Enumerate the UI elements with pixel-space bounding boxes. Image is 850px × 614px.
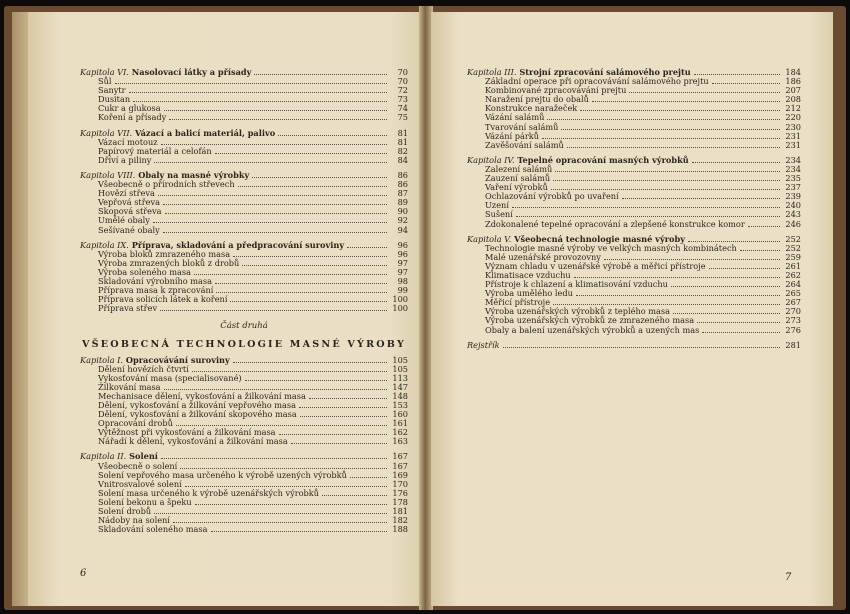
page-ref: 264 — [785, 279, 801, 290]
page-ref: 182 — [392, 515, 408, 526]
toc-entry-title: Vázání salámů — [485, 112, 545, 123]
dot-leader — [233, 256, 387, 257]
chapter-prefix: Kapitola V. — [467, 233, 512, 244]
dot-leader — [567, 147, 780, 148]
index-title — [467, 341, 500, 350]
toc-entry-title: Naražení prejtu do obalů — [485, 94, 589, 105]
chapter-prefix: Kapitola VIII. — [80, 169, 136, 180]
toc-entry-title: Solení vepřového masa určeného k výrobě uzených výrobků — [98, 469, 347, 480]
toc-entry — [80, 113, 408, 122]
dot-leader — [553, 180, 780, 181]
toc-entry-title: Sušení — [485, 209, 513, 220]
toc-entry-title: Obaly a balení uzenářských výrobků a uzených mas — [485, 324, 700, 335]
page-ref: 162 — [392, 427, 408, 438]
toc-entry-title: Přístroje k chlazení a klimatisování vzduchu — [485, 279, 668, 290]
chapter-prefix: Kapitola IV. — [467, 154, 515, 165]
toc-entry-title: Solení masa určeného k výrobě uzenářských výrobků — [98, 487, 320, 498]
page-ref: 270 — [785, 306, 801, 317]
page-ref: 81 — [397, 127, 408, 138]
dot-leader — [702, 332, 780, 333]
dot-leader — [347, 247, 387, 248]
dot-leader — [158, 195, 387, 196]
page-ref: 100 — [392, 294, 408, 305]
dot-leader — [740, 250, 780, 251]
toc-entry — [467, 220, 801, 229]
chapter-prefix: Kapitola VII. — [80, 127, 133, 138]
toc-entry-title: Umělé obaly — [98, 215, 150, 226]
toc-entry — [80, 77, 408, 86]
toc-entry — [467, 141, 801, 150]
dot-leader — [254, 74, 387, 75]
dot-leader — [574, 277, 780, 278]
page-ref: 186 — [785, 76, 801, 87]
dot-leader — [291, 443, 387, 444]
page-ref: 240 — [785, 200, 801, 211]
toc-entry-title: Vykosťování masa (specialisované) — [98, 372, 242, 383]
dot-leader — [299, 407, 387, 408]
toc-entry-title: Dělení, vykosťování a žilkování skopového masa — [98, 409, 297, 420]
toc-entry-title: Dříví a piliny — [98, 154, 152, 165]
toc-entry-title: Výroba soleného masa — [98, 266, 192, 277]
toc-entry-title: Mechanisace dělení, vykosťování a žilkování masa — [98, 390, 306, 401]
toc-entry-title: Koření a přísady — [98, 112, 167, 123]
toc-entry-title: Solení bekonu a špeku — [98, 496, 192, 507]
page-ref: 90 — [397, 206, 408, 217]
page-number-left: 6 — [80, 568, 87, 579]
dot-leader — [154, 513, 387, 514]
toc-entry-title: Měřicí přístroje — [485, 297, 551, 308]
dot-leader — [164, 389, 387, 390]
toc-entry-title: Výroba zmrazených bloků z drobů — [98, 257, 240, 268]
page-ref: 73 — [397, 94, 408, 105]
dot-leader — [604, 259, 780, 260]
toc-entry-title: Nádoby na solení — [98, 515, 170, 526]
page-ref: 97 — [397, 257, 408, 268]
toc-entry-title: Malé uzenářské provozovny — [485, 251, 601, 262]
page-ref: 81 — [397, 136, 408, 147]
page-ref: 147 — [392, 381, 408, 392]
dot-leader — [697, 322, 780, 323]
page-ref: 252 — [785, 233, 801, 244]
page-ref: 267 — [785, 297, 801, 308]
toc-entry-title: Technologie masné výroby ve velkých masných kombinátech — [485, 242, 737, 253]
dot-leader — [160, 310, 387, 311]
dot-leader — [322, 495, 387, 496]
toc-entry-title: Výroba uzenářských výrobků ze zmrazeného masa — [485, 315, 695, 326]
page-ref: 96 — [397, 239, 408, 250]
dot-leader — [580, 110, 780, 111]
page-ref: 261 — [785, 260, 801, 271]
page-ref: 208 — [785, 94, 801, 105]
dot-leader — [503, 347, 780, 348]
dot-leader — [153, 222, 387, 223]
toc-entry-title: Výtěžnost při vykosťování a žilkování masa — [98, 427, 276, 438]
chapter-title: Všeobecná technologie masné výroby — [514, 233, 685, 244]
page-ref: 160 — [392, 409, 408, 420]
page-number-right: 7 — [785, 572, 792, 583]
page-ref: 234 — [785, 154, 801, 165]
dot-leader — [673, 313, 780, 314]
page-ref: 234 — [785, 163, 801, 174]
dot-leader — [576, 295, 780, 296]
toc-entry-title: Výroba bloků zmrazeného masa — [98, 248, 231, 259]
toc-entry-title: Dělení, vykosťování a žilkování vepřového masa — [98, 400, 297, 410]
page-ref: 94 — [397, 224, 408, 235]
page-ref: 153 — [392, 400, 408, 410]
chapter-prefix: Kapitola III. — [467, 67, 517, 77]
page-ref: 167 — [392, 451, 408, 462]
dot-leader — [278, 135, 387, 136]
toc-entry-title: Příprava střev — [98, 303, 158, 314]
page-ref: 98 — [397, 275, 408, 286]
dot-leader — [300, 416, 387, 417]
page-ref: 265 — [785, 288, 801, 299]
page-ref: 167 — [392, 460, 408, 471]
toc-entry-title: Skopová střeva — [98, 206, 162, 217]
dot-leader — [516, 216, 780, 217]
toc-entry — [80, 156, 408, 165]
page-ref: 75 — [397, 112, 408, 123]
page-ref: 99 — [397, 285, 408, 296]
page-ref: 188 — [392, 524, 408, 535]
page-ref: 252 — [785, 242, 801, 253]
dot-leader — [245, 380, 387, 381]
toc-entry-title: Příprava solicích látek a koření — [98, 294, 228, 305]
toc-entry — [467, 326, 801, 335]
toc-entry-title: Vnitrosvalové solení — [98, 478, 182, 489]
chapter-title: Příprava, skladování a předpracování suroviny — [131, 239, 345, 250]
page-ref: 230 — [785, 121, 801, 132]
toc-entry-title: Sešívané obaly — [98, 224, 160, 235]
dot-leader — [671, 286, 780, 287]
toc-right — [467, 68, 801, 350]
toc-entry — [80, 226, 408, 235]
page-ref: 243 — [785, 209, 801, 220]
toc-entry-title: Vázání párků — [485, 130, 540, 141]
dot-leader — [555, 171, 780, 172]
chapter-title: Obaly na masné výrobky — [138, 169, 250, 180]
page-ref: 105 — [392, 354, 408, 365]
dot-leader — [592, 101, 780, 102]
toc-entry-title: Papírový materiál a celofán — [98, 145, 212, 156]
page-ref: 207 — [785, 85, 801, 96]
dot-leader — [163, 204, 387, 205]
toc-entry — [467, 201, 801, 210]
page-ref: 96 — [397, 248, 408, 259]
page-ref: 82 — [397, 145, 408, 156]
page-ref: 74 — [397, 103, 408, 114]
toc-entry-title: Kombinované zpracovávání prejtu — [485, 85, 627, 96]
chapter-title: Strojní zpracování salámového prejtu — [519, 67, 691, 77]
page-ref: 113 — [392, 372, 408, 383]
toc-entry-title: Uzení — [485, 200, 509, 211]
toc-entry — [80, 304, 408, 313]
dot-leader — [238, 186, 387, 187]
toc-entry-title: Zavěšování salámů — [485, 139, 564, 150]
chapter-title: Solení — [129, 451, 158, 462]
toc-entry-title: Zalezení salámů — [485, 163, 553, 174]
toc-entry-title: Zdokonalené tepelné opracování a zlepšené konstrukce komor — [485, 218, 745, 229]
dot-leader — [215, 153, 387, 154]
page-ref: 70 — [397, 67, 408, 77]
dot-leader — [279, 434, 387, 435]
chapter-prefix: Kapitola I. — [80, 354, 124, 365]
dot-leader — [192, 371, 387, 372]
page-ref: 169 — [392, 469, 408, 480]
page-ref: 184 — [785, 67, 801, 77]
chapter-prefix: Kapitola VI. — [80, 67, 129, 77]
toc-entry-title: Skladování výrobního masa — [98, 275, 213, 286]
dot-leader — [712, 83, 780, 84]
toc-entry-title: Konstrukce naražeček — [485, 103, 578, 114]
toc-entry-title: Nářadí k dělení, vykosťování a žilkování masa — [98, 436, 288, 447]
dot-leader — [694, 74, 780, 75]
dot-leader — [173, 522, 387, 523]
dot-leader — [551, 189, 780, 190]
page-ref: 181 — [392, 506, 408, 517]
dot-leader — [164, 110, 387, 111]
dot-leader — [180, 468, 387, 469]
dot-leader — [211, 531, 388, 532]
dot-leader — [216, 292, 387, 293]
toc-entry-title: Vepřová střeva — [98, 197, 160, 208]
page-ref: 163 — [392, 436, 408, 447]
dot-leader — [163, 232, 387, 233]
dot-leader — [161, 144, 387, 145]
toc-entry-title: Dělení hovězích čtvrtí — [98, 363, 189, 374]
page-ref: 87 — [397, 188, 408, 199]
dot-leader — [547, 119, 780, 120]
dot-leader — [194, 274, 387, 275]
dot-leader — [169, 119, 387, 120]
dot-leader — [154, 162, 387, 163]
toc-entry-title: Opracování drobů — [98, 418, 173, 429]
dot-leader — [215, 283, 387, 284]
toc-left — [80, 68, 408, 534]
toc-entry-title: Dusitan — [98, 94, 131, 105]
page-ref: 239 — [785, 191, 801, 202]
page-ref: 281 — [785, 339, 801, 350]
toc-entry-title: Vaření výrobků — [485, 182, 548, 193]
dot-leader — [542, 138, 780, 139]
dot-leader — [622, 198, 780, 199]
left-page — [28, 12, 421, 606]
toc-entry-title: Solení drobů — [98, 506, 152, 517]
toc-entry-title: Zauzení salámů — [485, 173, 551, 184]
toc-entry-title: Cukr a glukosa — [98, 103, 161, 114]
dot-leader — [161, 458, 387, 459]
cover-edge — [12, 12, 28, 606]
dot-leader — [129, 92, 387, 93]
page-ref: 161 — [392, 418, 408, 429]
page-ref: 86 — [397, 169, 408, 180]
page-ref: 273 — [785, 315, 801, 326]
toc-entry-title: Ochlazování výrobků po uvaření — [485, 191, 619, 202]
toc-entry-title: Hovězí střeva — [98, 188, 155, 199]
page-ref: 276 — [785, 324, 801, 335]
page-ref: 105 — [392, 363, 408, 374]
page-ref: 178 — [392, 496, 408, 507]
page-ref: 262 — [785, 269, 801, 280]
dot-leader — [688, 241, 780, 242]
toc-entry — [80, 437, 408, 446]
part-label: Část druhá — [220, 321, 268, 332]
dot-leader — [350, 477, 387, 478]
dot-leader — [242, 265, 387, 266]
toc-entry-title: Všeobecně o přírodních střevech — [98, 179, 235, 190]
toc-entry-title: Příprava masa k zpracování — [98, 285, 214, 296]
part-title: VŠEOBECNÁ TECHNOLOGIE MASNÉ VÝROBY — [82, 339, 406, 351]
dot-leader — [165, 213, 387, 214]
toc-entry-title: Výroba uzenářských výrobků z teplého masa — [485, 306, 670, 317]
toc-entry-title: Tvarování salámů — [485, 121, 559, 132]
chapter-prefix: Kapitola IX. — [80, 239, 129, 250]
page-ref: 92 — [397, 215, 408, 226]
toc-entry-title: Výroba umělého ledu — [485, 288, 573, 299]
page-ref: 220 — [785, 112, 801, 123]
toc-entry-title: Sůl — [98, 76, 112, 87]
toc-entry-title: Sanytr — [98, 85, 126, 96]
dot-leader — [133, 101, 387, 102]
dot-leader — [512, 207, 780, 208]
page-ref: 84 — [397, 154, 408, 165]
chapter-title: Vázací a balicí materiál, palivo — [135, 127, 276, 138]
index-label: Rejstřík — [467, 339, 500, 350]
chapter-title: Nasolovací látky a přísady — [131, 67, 252, 77]
toc-entry-title: Základní operace při opracovávání salámového prejtu — [485, 76, 709, 87]
dot-leader — [553, 304, 780, 305]
page-ref: 246 — [785, 218, 801, 229]
page-ref: 100 — [392, 303, 408, 314]
dot-leader — [709, 268, 780, 269]
page-ref: 148 — [392, 390, 408, 401]
dot-leader — [230, 301, 387, 302]
page-ref: 259 — [785, 251, 801, 262]
chapter-title: Tepelné opracování masných výrobků — [517, 154, 689, 165]
page-ref: 70 — [397, 76, 408, 87]
dot-leader — [185, 486, 387, 487]
page-ref: 176 — [392, 487, 408, 498]
page-ref: 170 — [392, 478, 408, 489]
dot-leader — [176, 425, 387, 426]
toc-entry-title: Žilkování masa — [98, 381, 161, 392]
page-ref: 89 — [397, 197, 408, 208]
chapter-prefix: Kapitola II. — [80, 451, 127, 462]
page-ref: 235 — [785, 173, 801, 184]
dot-leader — [195, 504, 387, 505]
page-ref: 97 — [397, 266, 408, 277]
page-ref: 231 — [785, 130, 801, 141]
dot-leader — [309, 398, 387, 399]
dot-leader — [748, 226, 780, 227]
toc-chapter — [80, 68, 408, 77]
chapter-title: Opracovávání suroviny — [125, 354, 230, 365]
page-ref: 212 — [785, 103, 801, 114]
dot-leader — [692, 162, 780, 163]
dot-leader — [252, 177, 387, 178]
toc-entry-title: Všeobecně o solení — [98, 460, 178, 471]
page-ref: 231 — [785, 139, 801, 150]
dot-leader — [233, 362, 387, 363]
dot-leader — [115, 83, 387, 84]
dot-leader — [561, 129, 780, 130]
right-page — [431, 12, 833, 606]
toc-entry-title: Vázací motouz — [98, 136, 158, 147]
toc-entry-title: Význam chladu v uzenářské výrobě a měřicí přístroje — [485, 260, 706, 271]
toc-entry-title: Klimatisace vzduchu — [485, 269, 571, 280]
toc-entry-title: Skladování soleného masa — [98, 524, 208, 535]
toc-entry — [467, 192, 801, 201]
dot-leader — [629, 92, 780, 93]
page-ref: 72 — [397, 85, 408, 96]
toc-entry — [80, 525, 408, 534]
page-ref: 86 — [397, 179, 408, 190]
page-ref: 237 — [785, 182, 801, 193]
toc-index — [467, 341, 801, 350]
